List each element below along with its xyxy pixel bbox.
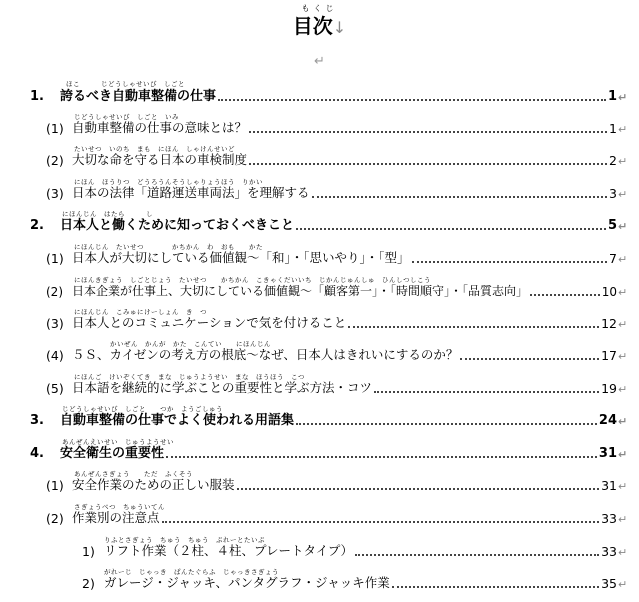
entry-title: ガレージ・ジャッキ、パンタグラフ・ジャッキ作業 (104, 575, 390, 590)
paragraph-mark: ↵ (618, 513, 628, 526)
entry-number: (1) (46, 251, 64, 266)
line-break-mark: ↓ (332, 18, 347, 37)
toc-entry[interactable] (30, 445, 628, 461)
entry-page: 1 (609, 121, 617, 136)
toc-entry[interactable] (82, 543, 628, 559)
toc-entry[interactable] (46, 477, 628, 493)
entry-ruby: にほんきぎょう しごとじょう たいせつ かちかん こきゃくだいいち じかんじゅんしゅ ひんしつしこう (74, 276, 431, 284)
page-title (293, 14, 346, 38)
entry-ruby: にほんじん こみゅにけーしょん き つ (74, 308, 207, 316)
entry-title: 日本人とのコミュニケーションで気を付けること (72, 315, 347, 330)
entry-page: 17 (601, 348, 617, 363)
entry-number: (1) (46, 478, 64, 493)
toc-entry[interactable] (46, 510, 628, 526)
title-text: 目次 (292, 14, 333, 38)
entry-title: 日本企業が仕事上、大切にしている価値観～「顧客第一」・「時間順守」・「品質志向」 (72, 284, 529, 298)
toc-entry[interactable] (46, 185, 628, 201)
toc-title-block (0, 4, 639, 40)
entry-number: (5) (46, 381, 64, 396)
paragraph-mark: ↵ (618, 350, 628, 363)
entry-title: 日本人が大切にしている価値観～「和」・「思いやり」・「型」 (72, 250, 410, 265)
toc-entry[interactable] (30, 217, 628, 233)
entry-title: ５Ｓ、カイゼンの考え方の根底～なぜ、日本人はきれいにするのか？ (72, 347, 459, 362)
entry-title: 日本語を継続的に学ぶことの重要性と学ぶ方法・コツ (72, 380, 373, 395)
paragraph-mark: ↵ (618, 155, 628, 168)
entry-page: 33 (601, 544, 617, 559)
entry-number: (2) (46, 153, 64, 168)
entry-ruby: かいぜん かんが かた こんてい にほんじん (110, 340, 271, 348)
entry-title: 大切な命を守る日本の車検制度 (72, 152, 248, 167)
leader-dots (166, 456, 597, 458)
paragraph-mark: ↵ (618, 415, 628, 428)
entry-number: (3) (46, 316, 64, 331)
entry-number: 1. (30, 89, 44, 104)
leader-dots (249, 163, 607, 165)
paragraph-mark: ↵ (618, 578, 628, 591)
toc-entry[interactable] (30, 88, 628, 104)
leader-dots (162, 521, 600, 523)
paragraph-mark: ↵ (618, 448, 628, 461)
leader-dots (237, 488, 600, 490)
entry-ruby: りふとさぎょう ちゅう ちゅう ぷれーとたいぷ (104, 536, 265, 544)
entry-number: 1) (82, 544, 95, 559)
toc-entry[interactable] (46, 380, 628, 396)
entry-number: (1) (46, 121, 64, 136)
leader-dots (355, 554, 599, 556)
leader-dots (392, 586, 599, 588)
entry-page: 24 (598, 413, 617, 428)
entry-page: 33 (601, 511, 617, 526)
entry-ruby: がれーじ じゃっき ぱんたぐらふ じゃっきさぎょう (104, 568, 279, 576)
paragraph-mark: ↵ (618, 123, 628, 136)
entry-ruby: たいせつ いのち まも にほん しゃけんせいど (74, 145, 235, 153)
toc-entry[interactable] (30, 412, 628, 428)
entry-number: 2. (30, 218, 44, 233)
entry-title: 作業別の注意点 (72, 510, 160, 525)
leader-dots (249, 131, 607, 133)
entry-ruby: あんぜんえいせい じゅうようせい (62, 438, 174, 446)
entry-number: (2) (46, 285, 63, 299)
entry-page: 35 (601, 576, 617, 591)
entry-page: 12 (601, 316, 617, 331)
entry-page: 31 (601, 478, 617, 493)
entry-number: (3) (46, 186, 64, 201)
toc-entry[interactable] (46, 347, 628, 363)
entry-ruby: さぎょうべつ ちゅういてん (74, 503, 165, 511)
entry-page: 10 (601, 285, 617, 299)
paragraph-mark: ↵ (314, 54, 325, 69)
entry-page: 7 (609, 251, 617, 266)
entry-ruby: にほん ほうりつ どうろうんそうしゃりょうほう りかい (74, 178, 263, 186)
entry-page: 3 (609, 186, 617, 201)
leader-dots (218, 99, 606, 101)
paragraph-mark: ↵ (618, 188, 628, 201)
toc-entry[interactable] (46, 315, 628, 331)
entry-page: 31 (598, 446, 617, 461)
paragraph-mark: ↵ (618, 220, 628, 233)
entry-number: (2) (46, 511, 64, 526)
leader-dots (348, 326, 599, 328)
leader-dots (460, 358, 599, 360)
toc-entry[interactable] (46, 120, 628, 136)
entry-ruby: じどうしゃせいび しごと いみ (74, 113, 179, 121)
paragraph-mark: ↵ (618, 546, 628, 559)
leader-dots (296, 228, 606, 230)
entry-ruby: にほんじん はたら し (62, 210, 153, 218)
paragraph-mark: ↵ (618, 286, 628, 299)
entry-title: 自動車整備の仕事でよく使われる用語集 (60, 413, 295, 428)
paragraph-mark: ↵ (618, 480, 628, 493)
toc-entry[interactable] (46, 152, 628, 168)
leader-dots (296, 423, 597, 425)
paragraph-mark: ↵ (618, 253, 628, 266)
leader-dots (312, 196, 608, 198)
entry-title: 日本の法律「道路運送車両法」を理解する (72, 185, 310, 200)
entry-number: (4) (46, 348, 64, 363)
entry-title: 日本人と働くために知っておくべきこと (60, 218, 295, 233)
toc-entry[interactable] (46, 283, 628, 299)
entry-title: 誇るべき自動車整備の仕事 (60, 89, 217, 104)
entry-ruby: ほこ じどうしゃせいび しごと (66, 80, 185, 88)
toc-entry[interactable] (82, 575, 628, 591)
entry-number: 2) (82, 576, 95, 591)
entry-ruby: にほんご けいぞくてき まな じゅうようせい まな ほうほう こつ (74, 373, 305, 381)
entry-title: 自動車整備の仕事の意味とは？ (72, 120, 248, 135)
entry-number: 4. (30, 446, 44, 461)
leader-dots (374, 391, 599, 393)
entry-ruby: あんぜんさぎょう ただ ふくそう (74, 470, 193, 478)
entry-title: リフト作業（２柱、４柱、プレートタイプ） (104, 543, 354, 558)
entry-ruby: じどうしゃせいび しごと つか ようごしゅう (62, 405, 223, 413)
entry-page: 2 (609, 153, 617, 168)
paragraph-mark: ↵ (618, 383, 628, 396)
toc-entry[interactable] (46, 250, 628, 266)
entry-ruby: にほんじん たいせつ かちかん わ おも かた (74, 243, 263, 251)
entry-page: 1 (607, 89, 617, 104)
paragraph-mark: ↵ (618, 91, 628, 104)
entry-title: 安全作業のための正しい服装 (72, 477, 235, 492)
entry-number: 3. (30, 413, 44, 428)
entry-page: 19 (601, 381, 617, 396)
leader-dots (530, 294, 600, 296)
entry-page: 5 (607, 218, 617, 233)
title-ruby: もくじ (301, 4, 338, 13)
entry-title: 安全衛生の重要性 (60, 446, 165, 461)
leader-dots (412, 261, 608, 263)
paragraph-mark: ↵ (618, 318, 628, 331)
